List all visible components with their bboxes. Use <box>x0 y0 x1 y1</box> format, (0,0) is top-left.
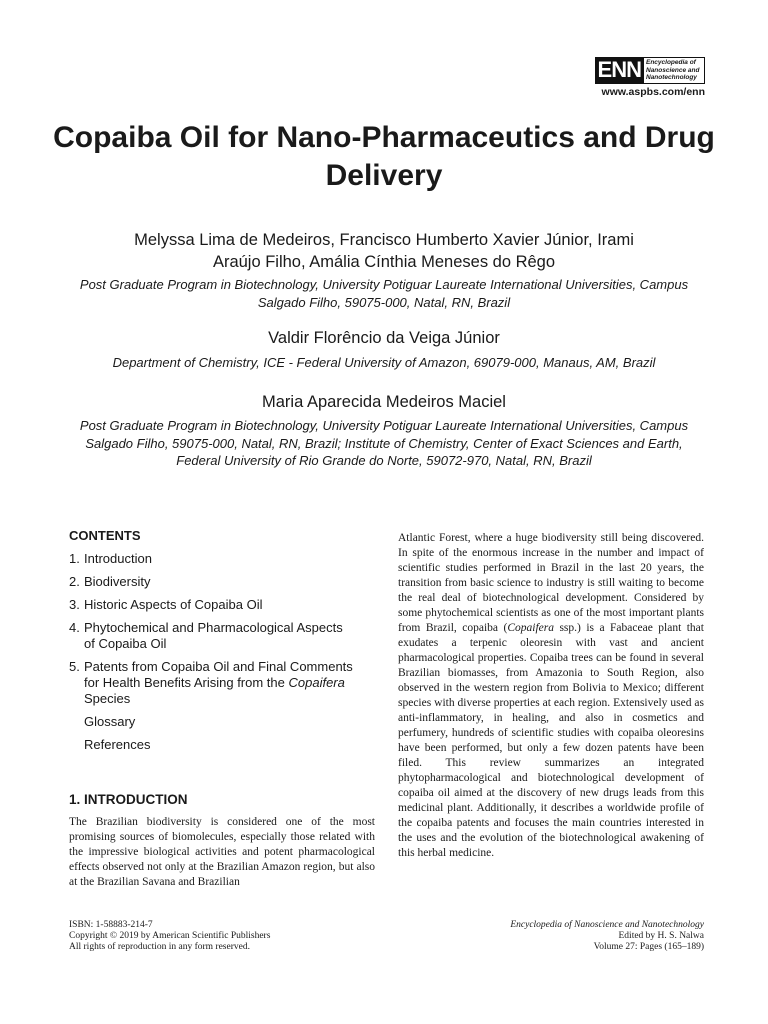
footer-left <box>69 920 270 953</box>
toc-number: 4. <box>69 620 80 635</box>
right-column-text-2: ssp.) is a Fabaceae plant that exudates a terpenic oleoresin with vast and ancient pharmacological properties. Copaiba trees can be found in several Brazilian biomasses, from Amazonia to South Region, also observed in the western region from Bolivia to Mexico; different species with diverse properties at each region. Extensively used as anti-inflammatory, in healing, and also in cosmetics and perfumery, hundreds of scientific studies with copaiba oleoresins have been performed, but only a few dozen patents have been filed. This review summarizes an integrated phytopharmacological and biotechnological development of copaiba oil aimed at the discovery of new drugs leads from this medicinal plant. Additionally, it describes a worldwide profile of the copaiba patents and focuses the main countries interested in the uses and the evolution of the biotechnological awakening of this herbal medicine. <box>398 622 704 859</box>
publisher-logo <box>584 57 705 98</box>
logo-subtitle: Encyclopedia of Nanoscience and Nanotechnology <box>644 57 705 84</box>
toc-item[interactable] <box>69 551 369 567</box>
toc-label-compound <box>84 659 369 707</box>
toc-item[interactable] <box>69 659 369 707</box>
paper-title: Copaiba Oil for Nano-Pharmaceutics and Drug Delivery <box>53 121 715 192</box>
toc-label: Biodiversity <box>84 574 151 589</box>
copyright: Copyright © 2019 by American Scientific Publishers <box>69 931 271 941</box>
toc-label: Phytochemical and Pharmacological Aspects of Copaiba Oil <box>84 620 343 651</box>
author-names-3: Maria Aparecida Medeiros Maciel <box>262 393 506 411</box>
toc-item[interactable] <box>69 597 369 613</box>
toc-label: References <box>84 737 151 752</box>
toc-item[interactable] <box>69 574 369 590</box>
toc-label-italic: Copaifera <box>288 675 345 690</box>
volume-pages: Volume 27: Pages (165–189) <box>593 942 704 952</box>
toc-number: 1. <box>69 551 80 566</box>
affiliation-3: Post Graduate Program in Biotechnology, University Potiguar Laureate International Universities, Campus Salgado Filho, 59075-000, Natal, RN, Brazil; Institute of Chemistry, Center of Exact Sciences and Earth, Federal University of Rio Grande do Norte, 59072-970, Natal, RN, Brazil <box>79 418 689 468</box>
author-names-1: Melyssa Lima de Medeiros, Francisco Humberto Xavier Júnior, Irami Araújo Filho, Amália Cínthia Meneses do Rêgo <box>134 231 634 271</box>
toc-number: 5. <box>69 659 80 674</box>
author-names-2: Valdir Florêncio da Veiga Júnior <box>268 329 500 347</box>
toc-label: Glossary <box>84 714 136 729</box>
toc-number: 2. <box>69 574 80 589</box>
toc-item[interactable] <box>69 620 369 652</box>
intro-paragraph: The Brazilian biodiversity is considered one of the most promising sources of biomolecules, especially those related with the impressive biological activities and potent pharmacological effects observed not only at the Brazilian Amazon region, but also at the Brazilian Savana and Brazilian <box>69 816 375 888</box>
toc-label: Patents from Copaiba Oil and Final Comments for Health Benefits Arising from the <box>84 659 353 690</box>
section-heading-introduction: 1. INTRODUCTION <box>69 792 188 807</box>
right-column-paragraph <box>398 531 704 891</box>
rights-notice: All rights of reproduction in any form reserved. <box>69 942 250 952</box>
right-column-text-1: Atlantic Forest, where a huge biodiversity still being discovered. In spite of the enormous increase in the number and impact of scientific studies performed in Brazil in the last 20 years, the transition from basic science to industry is still waiting to become the real deal of biotechnological development. Considered by some phytochemical scientists as one of the most important plants from Brazil, copaiba ( <box>398 532 704 634</box>
toc-label-after: Species <box>84 691 131 706</box>
editor: Edited by H. S. Nalwa <box>618 931 704 941</box>
right-column-italic: Copaifera <box>507 622 554 634</box>
toc-label: Introduction <box>84 551 152 566</box>
footer-right <box>510 920 704 953</box>
toc-number <box>69 737 84 753</box>
toc-item[interactable] <box>69 737 369 753</box>
logo-url[interactable]: www.aspbs.com/enn <box>601 85 705 98</box>
book-title: Encyclopedia of Nanoscience and Nanotechnology <box>510 920 704 930</box>
affiliation-2: Department of Chemistry, ICE - Federal University of Amazon, 69079-000, Manaus, AM, Brazil <box>112 355 656 370</box>
logo-mark: ENN <box>595 57 644 84</box>
isbn: ISBN: 1-58883-214-7 <box>69 920 153 930</box>
toc-label: Historic Aspects of Copaiba Oil <box>84 597 263 612</box>
toc-item[interactable] <box>69 714 369 730</box>
toc-number: 3. <box>69 597 80 612</box>
table-of-contents <box>69 528 369 760</box>
affiliation-1: Post Graduate Program in Biotechnology, University Potiguar Laureate International Universities, Campus Salgado Filho, 59075-000, Natal, RN, Brazil <box>79 277 689 310</box>
contents-heading: CONTENTS <box>69 528 141 543</box>
toc-number <box>69 714 84 730</box>
